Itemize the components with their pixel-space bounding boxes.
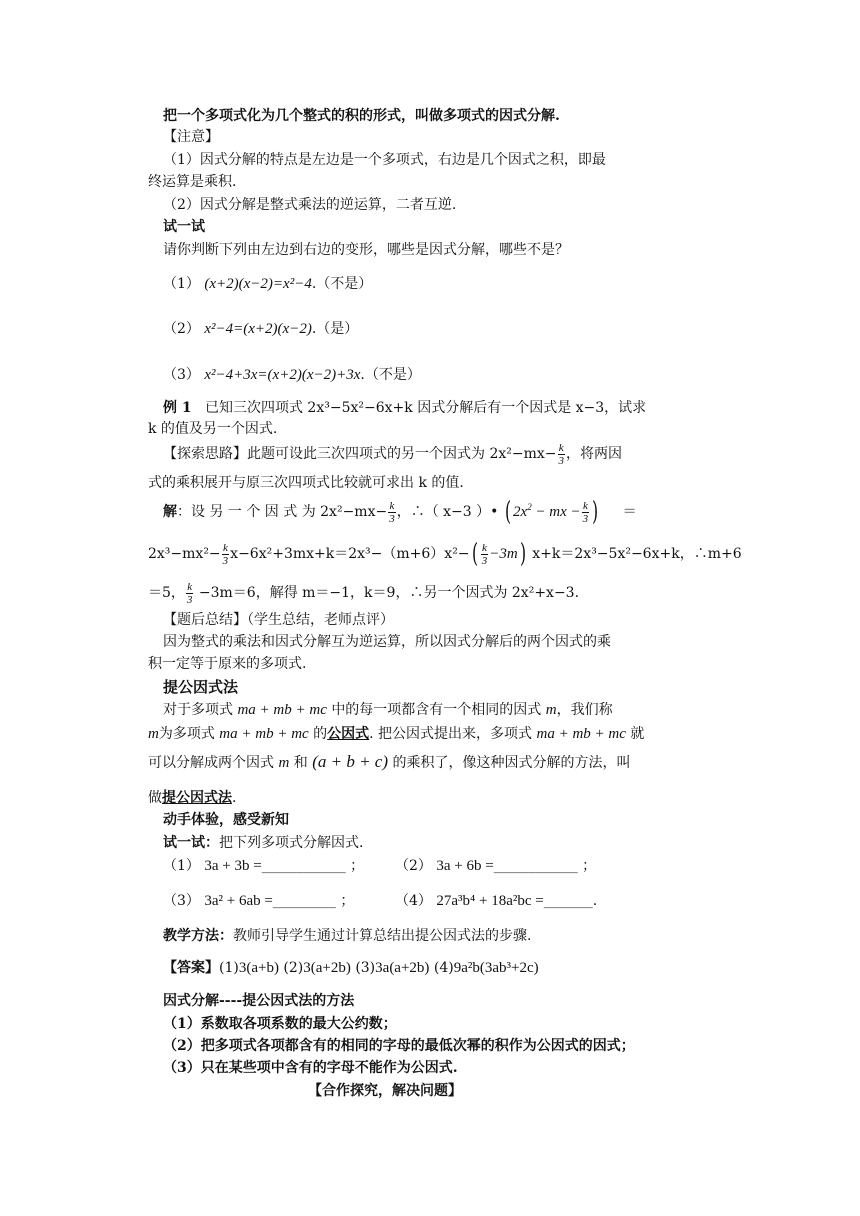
math-expression: (x+2)(x−2)=x²−4 [204, 276, 312, 292]
method-text: . [232, 790, 237, 806]
method-line-3: 可以分解成两个因式 m 和 (a + b + c) 的乘积了，像这种因式分解的方法，叫 [148, 752, 631, 771]
item-answer: .（是） [311, 321, 359, 337]
item-answer: .（不是） [311, 276, 373, 292]
method-text: ，我们称 [556, 702, 613, 718]
answer-blank: ____________ [493, 858, 578, 874]
note-1-line-1: （1）因式分解的特点是左边是一个多项式，右边是几个因式之积，即最 [163, 152, 606, 168]
item-number: （2） [163, 321, 200, 337]
explore-line-2: 式的乘积展开与原三次四项式比较就可求出 k 的值. [148, 475, 464, 491]
math-expression: x²−4+3x=(x+2)(x−2)+3x [204, 367, 361, 383]
step-1: （1）系数取各项系数的最大公约数； [163, 1016, 397, 1032]
solution-line-1: 解：设 另 一 个 因 式 为 2x²−mx− $\frac{k}{3}$ ，∴（ x−3 ）• ( $2x^2$ − mx − $\frac{k}{3}$ ) ＝ [163, 497, 637, 527]
fraction-k-over-3: $\frac{k}{3}$ [222, 541, 229, 567]
answer-blank: _______ [543, 893, 593, 909]
method-text: 为多项式 [158, 726, 215, 742]
item-number: （3） [163, 367, 200, 383]
summary-text-2: 积一定等于原来的多项式. [148, 656, 307, 672]
handson-title: 动手体验，感受新知 [163, 812, 289, 828]
solution-line-3 [148, 578, 579, 608]
method-text: 可以分解成两个因式 [148, 755, 274, 771]
fraction-k-over-3: $\frac{k}{3}$ [186, 580, 193, 606]
exercise-item-2: （2） 3a + 6b =____________ ； [395, 858, 597, 874]
explore-line-1 [163, 441, 622, 467]
summary-text-1: 因为整式的乘法和因式分解互为逆运算，所以因式分解后的两个因式的乘 [163, 634, 611, 650]
solution-text: ：设 另 一 个 因 式 为 2x²−mx− [177, 504, 388, 520]
teaching-method [163, 926, 531, 946]
example-text: 已知三次四项式 2x³−5x²−6x+k 因式分解后有一个因式是 x−3，试求 [204, 400, 647, 416]
example-label: 例 1 [163, 400, 192, 416]
solution-text: x−6x²+3mx+k＝2x³−（m+6）x²− [230, 546, 470, 562]
definition-text: 把一个多项式化为几个整式的积的形式，叫做多项式的因式分解. [163, 108, 560, 124]
solution-text: ，∴（ x−3 ）• [396, 504, 499, 520]
method-text: 做 [148, 790, 162, 806]
summary-label: 【题后总结】 [163, 612, 247, 628]
method-line-2: m为多项式 ma + mb + mc 的公因式. 把公因式提出来，多项式 ma + mb + mc 就 [148, 726, 645, 742]
method-title: 提公因式法 [163, 678, 239, 696]
method-text: 就 [630, 726, 645, 742]
method-text: . 把公因式提出来，多项式 [369, 726, 533, 742]
method-text: 和 [293, 755, 308, 771]
explore-label: 【探索思路】 [163, 446, 247, 462]
explore-text-end: ，将两因 [566, 446, 622, 462]
solution-line-2: 2x³−mx²− $\frac{k}{3}$ x−6x²+3mx+k＝2x³−（m+6）x²−( $\frac{k}{3}$ −3m) x+k＝2x³−5x²−6x+k，∴m+6 [148, 539, 742, 569]
example-line-1 [163, 398, 646, 418]
teaching-label: 教学方法： [163, 928, 233, 944]
explore-text: 此题可设此三次四项式的另一个因式为 2x²−mx− [247, 446, 557, 462]
exercise-label: 试一试： [163, 835, 219, 851]
step-2: （2）把多项式各项都含有的相同的字母的最低次幂的积作为公因式的因式； [163, 1038, 635, 1054]
exercise-text: 把下列多项式分解因式. [219, 835, 364, 851]
answer-label: 【答案】 [163, 960, 219, 976]
example-line-2: k 的值及另一个因式. [148, 421, 278, 437]
item-number: （1） [163, 276, 200, 292]
exercise-item-3: （3） 3a² + 6ab =_________ ； [163, 893, 355, 909]
item-answer: .（不是） [360, 367, 421, 383]
method-name-term: 提公因式法 [162, 790, 232, 806]
teaching-text: 教师引导学生通过计算总结出提公因式法的步骤. [233, 928, 532, 944]
solution-label: 解 [163, 504, 177, 520]
coop-title: 【合作探究，解决问题】 [308, 1083, 462, 1099]
fraction-k-over-3: $\frac{k}{3}$ [389, 499, 395, 525]
common-factor-term: 公因式 [327, 726, 370, 742]
try-title: 试一试 [163, 219, 205, 235]
try-question: 请你判断下列由左边到右边的变形，哪些是因式分解，哪些不是？ [163, 242, 569, 258]
method-text: 的乘积了，像这种因式分解的方法，叫 [392, 755, 631, 771]
answer-line: 【答案】(1)3(a+b) (2)3(a+2b) (3)3a(a+2b) (4)9a²b(3ab³+2c) [163, 960, 539, 976]
note-2: （2）因式分解是整式乘法的逆运算，二者互逆. [163, 197, 457, 213]
method-line-4 [148, 788, 236, 808]
exercise-intro [163, 833, 363, 853]
math-expression: x²−4=(x+2)(x−2) [204, 321, 312, 337]
solution-text: x+k＝2x³−5x²−6x+k，∴m+6 [532, 546, 742, 562]
method-text: 中的每一项都含有一个相同的因式 [331, 702, 542, 718]
summary-note: （学生总结，老师点评） [247, 612, 394, 628]
fraction-k-over-3: $\frac{k}{3}$ [558, 441, 564, 467]
solution-text: −3m＝6，解得 m＝−1，k＝9，∴另一个因式为 2x²+x−3. [198, 585, 580, 601]
method-line-1: 对于多项式 ma + mb + mc 中的每一项都含有一个相同的因式 m，我们称 [163, 702, 613, 718]
exercise-item-4: （4） 27a³b⁴ + 18a²bc =_______. [395, 893, 598, 909]
step-3: （3）只在某些项中含有的字母不能作为公因式. [163, 1060, 458, 1076]
solution-text: ＝ [622, 504, 637, 520]
try-item-1 [163, 274, 372, 294]
try-item-3 [163, 365, 421, 385]
solution-text: 2x³−mx²− [148, 546, 221, 562]
note-1-line-2: 终运算是乘积. [148, 174, 237, 190]
method-text: 对于多项式 [163, 702, 233, 718]
note-title: 【注意】 [163, 129, 219, 145]
summary-line [163, 610, 394, 630]
try-item-2 [163, 319, 358, 339]
solution-text: ＝5， [148, 585, 185, 601]
steps-title: 因式分解----提公因式法的方法 [163, 993, 355, 1009]
exercise-item-1: （1） 3a + 3b =____________ ； [163, 858, 365, 874]
answer-blank: ____________ [261, 858, 346, 874]
answer-blank: _________ [272, 893, 336, 909]
method-text: 的 [313, 726, 328, 742]
